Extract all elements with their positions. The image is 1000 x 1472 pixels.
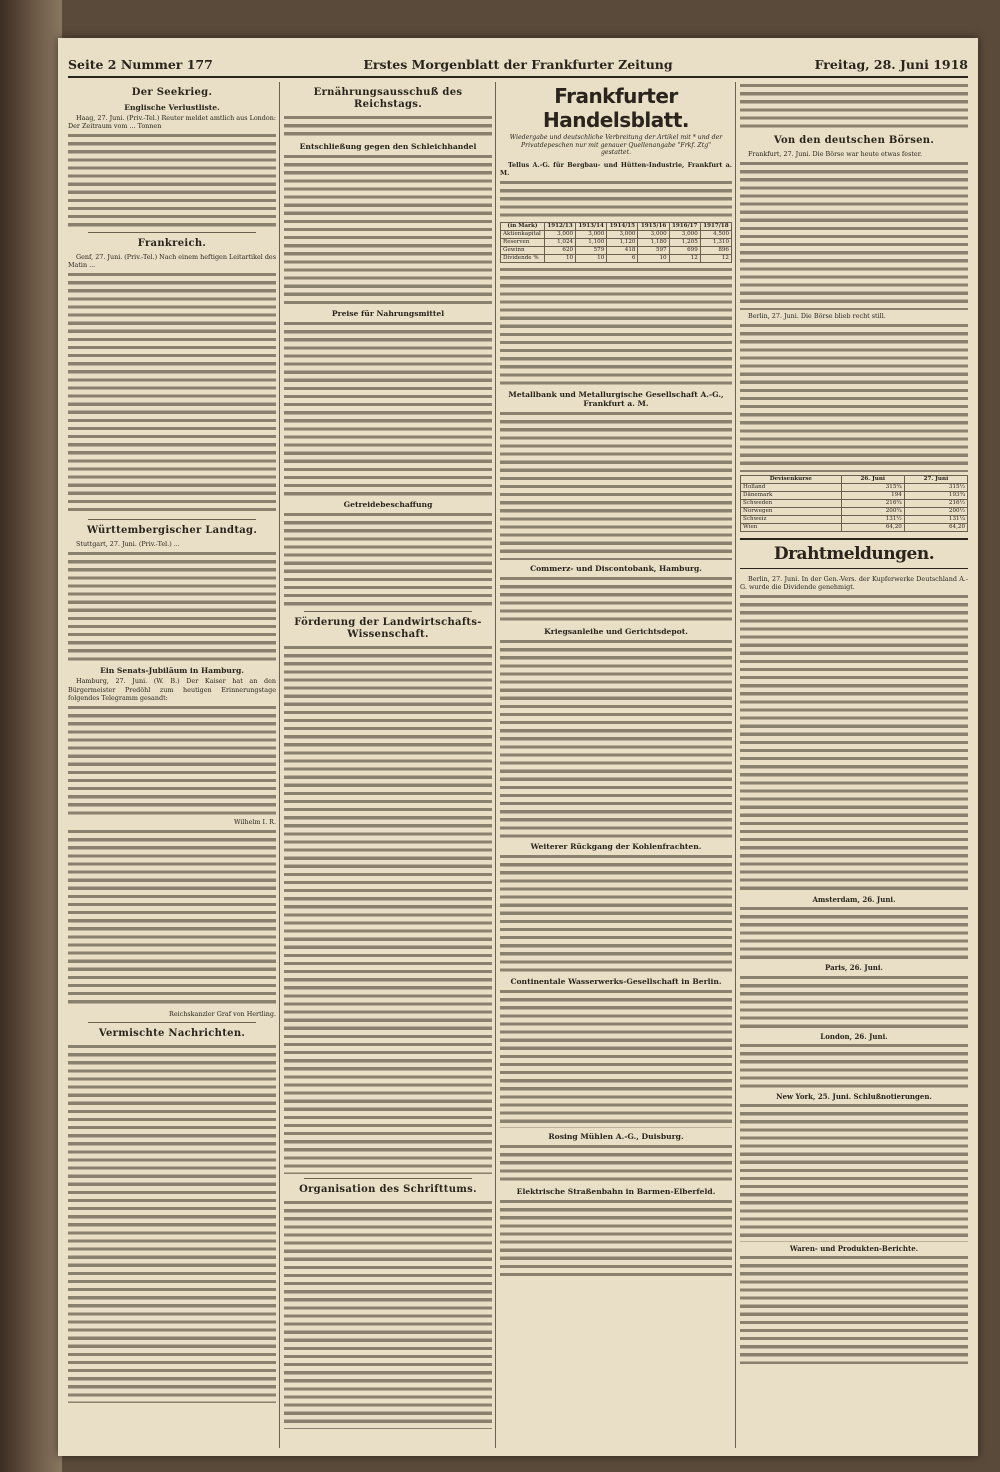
- market-listing: [740, 1042, 968, 1090]
- subheading-senats-jubilaeum: Ein Senats-Jubiläum in Hamburg.: [100, 666, 244, 676]
- table-row: [501, 238, 732, 246]
- table-cell: 4,500: [700, 230, 731, 238]
- page-number: Seite 2 Nummer 177: [68, 57, 213, 72]
- article-body: [68, 132, 276, 228]
- divider: [88, 519, 256, 520]
- divider: [88, 232, 256, 233]
- masthead: [68, 54, 968, 78]
- article-text: Berlin, 27. Juni. In der Gen.-Vers. der Kupferwerke Deutschland A.-G. wurde die Dividende genehmigt.: [740, 575, 968, 592]
- table-cell: 3,000: [669, 230, 700, 238]
- article-body: [68, 550, 276, 662]
- table-cell: Schweden: [741, 500, 842, 508]
- market-heading-newyork: New York, 25. Juni. Schlußnotierungen.: [776, 1091, 932, 1101]
- table-header-cell: 1914/15: [607, 222, 638, 230]
- table-cell: 418: [607, 246, 638, 254]
- article-body: [284, 511, 492, 607]
- subheading-getreide: Getreidebeschaffung: [343, 500, 433, 509]
- newspaper-title: Erstes Morgenblatt der Frankfurter Zeitung: [363, 57, 673, 72]
- signature: Wilhelm I. R.: [233, 817, 276, 826]
- column-rule: [495, 82, 496, 1448]
- table-header-cell: Devisenkurse: [741, 476, 842, 484]
- section-heading-frankreich: Frankreich.: [137, 238, 207, 250]
- divider: [88, 1022, 256, 1023]
- divider: [304, 1178, 472, 1179]
- market-listing: [740, 1102, 968, 1242]
- column-1: [68, 82, 276, 1448]
- article-text: Haag, 27. Juni. (Priv.-Tel.) Reuter meldet amtlich aus London: Der Zeitraum vom ... Tonnen: [68, 114, 276, 131]
- table-header-cell: 26. Juni: [841, 476, 904, 484]
- subheading-schleichhandel: Entschließung gegen den Schleichhandel: [299, 142, 477, 151]
- article-body: [740, 593, 968, 893]
- article-lead: Tellus A.-G. für Bergbau- und Hütten-Industrie, Frankfurt a. M.: [500, 160, 732, 177]
- table-header-cell: 1915/16: [638, 222, 669, 230]
- article-text: Stuttgart, 27. Juni. (Priv.-Tel.) ...: [76, 540, 180, 549]
- table-cell: Gewinn: [501, 246, 545, 254]
- subheading-preise: Preise für Nahrungsmittel: [331, 309, 445, 318]
- article-body: [68, 1043, 276, 1403]
- table-cell: 896: [700, 246, 731, 254]
- market-listing: [740, 974, 968, 1030]
- table-cell: 1,120: [607, 238, 638, 246]
- section-heading-landwirtschaft: Förderung der Landwirtschafts-Wissenschaft.: [294, 617, 482, 640]
- table-header-cell: 1916/17: [669, 222, 700, 230]
- section-heading-ernaehrung: Ernährungsausschuß des Reichstags.: [313, 87, 463, 110]
- table-cell: 1,205: [669, 238, 700, 246]
- subheading-metallbank: Metallbank und Metallurgische Gesellschaft A.-G., Frankfurt a. M.: [508, 389, 724, 408]
- table-row: [741, 484, 968, 492]
- handelsblatt-title: Frankfurter Handelsblatt.: [543, 84, 689, 132]
- table-row: [501, 254, 732, 262]
- table-row: [741, 508, 968, 516]
- article-text: Hamburg, 27. Juni. (W. B.) Der Kaiser hat an den Bürgermeister Predöhl zum heutigen Erinnerungstage folgendes Telegramm gesandt:: [68, 677, 276, 702]
- table-header-cell: 1912/13: [544, 222, 575, 230]
- subheading-kriegsanleihe: Kriegsanleihe und Gerichtsdepot.: [544, 626, 688, 636]
- table-cell: 3,000: [544, 230, 575, 238]
- article-body: [284, 320, 492, 496]
- article-body: [740, 82, 968, 130]
- table-cell: Holland: [741, 484, 842, 492]
- article-text: Frankfurt, 27. Juni. Die Börse war heute etwas fester.: [748, 150, 923, 158]
- table-cell: 315¾: [841, 484, 904, 492]
- table-cell: 194: [841, 492, 904, 500]
- section-heading-vermischte: Vermischte Nachrichten.: [98, 1027, 246, 1039]
- column-2: [284, 82, 492, 1448]
- market-heading-waren: Waren- und Produkten-Berichte.: [789, 1243, 919, 1253]
- table-cell: Aktienkapital: [501, 230, 545, 238]
- article-body: [500, 575, 732, 623]
- table-cell: 10: [544, 254, 575, 262]
- table-cell: Reserven: [501, 238, 545, 246]
- table-cell: 12: [700, 254, 731, 262]
- column-rule: [735, 82, 736, 1448]
- article-text: Berlin, 27. Juni. Die Börse blieb recht still.: [748, 312, 886, 321]
- article-body: [284, 153, 492, 305]
- article-body: [500, 179, 732, 219]
- issue-date: Freitag, 28. Juni 1918: [814, 57, 968, 72]
- article-body: [500, 1143, 732, 1183]
- table-cell: 579: [576, 246, 607, 254]
- table-row: [741, 524, 968, 532]
- divider: [304, 611, 472, 612]
- table-header-cell: 1913/14: [576, 222, 607, 230]
- article-body: [740, 160, 968, 310]
- market-heading-paris: Paris, 26. Juni.: [825, 963, 883, 973]
- table-cell: 3,000: [607, 230, 638, 238]
- table-cell: 131¼: [904, 516, 967, 524]
- table-cell: 10: [638, 254, 669, 262]
- financial-table: [500, 222, 732, 263]
- table-header-cell: 27. Juni: [904, 476, 967, 484]
- table-row: [741, 516, 968, 524]
- article-body: [284, 644, 492, 1174]
- table-row: [741, 500, 968, 508]
- article-body: [500, 638, 732, 838]
- table-row: [501, 246, 732, 254]
- table-cell: 699: [669, 246, 700, 254]
- subheading-kohlenfrachten: Weiterer Rückgang der Kohlenfrachten.: [530, 841, 702, 851]
- article-body: [68, 271, 276, 515]
- subheading-rosing: Rosing Mühlen A.-G., Duisburg.: [548, 1131, 684, 1141]
- column-3: [500, 82, 732, 1448]
- subheading-strassenbahn: Elektrische Straßenbahn in Barmen-Elberfeld.: [516, 1186, 716, 1196]
- devisen-table: [740, 475, 968, 532]
- market-listing: [740, 905, 968, 961]
- drahtmeldungen-title: Drahtmeldungen.: [740, 538, 968, 569]
- article-body: [740, 322, 968, 472]
- table-cell: 3,000: [638, 230, 669, 238]
- section-heading-wuerttemberg: Württembergischer Landtag.: [86, 525, 258, 537]
- section-heading-seekrieg: Der Seekrieg.: [131, 87, 213, 98]
- table-cell: 200½: [904, 508, 967, 516]
- table-cell: 193¾: [904, 492, 967, 500]
- table-header-cell: (in Mark): [501, 222, 545, 230]
- table-cell: 216¾: [841, 500, 904, 508]
- table-cell: Wien: [741, 524, 842, 532]
- table-cell: 64,20: [841, 524, 904, 532]
- article-body: [284, 1199, 492, 1429]
- table-header-cell: 1917/18: [700, 222, 731, 230]
- table-cell: 597: [638, 246, 669, 254]
- table-cell: 315½: [904, 484, 967, 492]
- table-cell: 1,024: [544, 238, 575, 246]
- section-heading-boersen: Von den deutschen Börsen.: [773, 135, 935, 146]
- subheading-englische-verlustliste: Englische Verlustliste.: [124, 103, 220, 112]
- market-heading-amsterdam: Amsterdam, 26. Juni.: [812, 895, 896, 905]
- article-body: [500, 410, 732, 560]
- table-cell: Norwegen: [741, 508, 842, 516]
- subheading-commerzbank: Commerz- und Discontobank, Hamburg.: [530, 563, 702, 573]
- signature: Reichskanzler Graf von Hertling.: [169, 1009, 276, 1018]
- book-spine: [0, 0, 62, 1472]
- table-cell: 620: [544, 246, 575, 254]
- table-cell: 1,100: [576, 238, 607, 246]
- table-cell: 12: [669, 254, 700, 262]
- article-body: [500, 266, 732, 386]
- table-cell: 1,180: [638, 238, 669, 246]
- table-row: [501, 230, 732, 238]
- article-body: [740, 1254, 968, 1364]
- table-row: [741, 492, 968, 500]
- subheading-wasserwerke: Continentale Wasserwerks-Gesellschaft in Berlin.: [510, 976, 722, 986]
- table-cell: 131½: [841, 516, 904, 524]
- table-cell: 3,000: [576, 230, 607, 238]
- column-rule: [279, 82, 280, 1448]
- article-body: [500, 988, 732, 1128]
- table-cell: Dänemark: [741, 492, 842, 500]
- section-heading-schrifttum: Organisation des Schrifttums.: [299, 1184, 477, 1195]
- table-cell: Dividende %: [501, 254, 545, 262]
- article-body: [500, 853, 732, 973]
- article-body: [284, 114, 492, 138]
- table-cell: 200¾: [841, 508, 904, 516]
- market-heading-london: London, 26. Juni.: [820, 1031, 888, 1041]
- handelsblatt-subtitle: Wiedergabe und deutschliche Verbreitung der Artikel mit * und der Privatdepeschen nur mit genauer Quellenangabe "Frkf. Ztg" gestattet.: [509, 134, 723, 156]
- table-cell: Schweiz: [741, 516, 842, 524]
- article-body: [68, 704, 276, 816]
- table-cell: 216½: [904, 500, 967, 508]
- newspaper-page: [58, 38, 978, 1456]
- table-cell: 1,310: [700, 238, 731, 246]
- column-4: [740, 82, 968, 1448]
- article-text: Genf, 27. Juni. (Priv.-Tel.) Nach einem heftigen Leitartikel des Matin ...: [68, 253, 276, 270]
- table-cell: 6: [607, 254, 638, 262]
- article-body: [68, 828, 276, 1008]
- table-cell: 64,20: [904, 524, 967, 532]
- table-cell: 10: [576, 254, 607, 262]
- article-body: [500, 1198, 732, 1278]
